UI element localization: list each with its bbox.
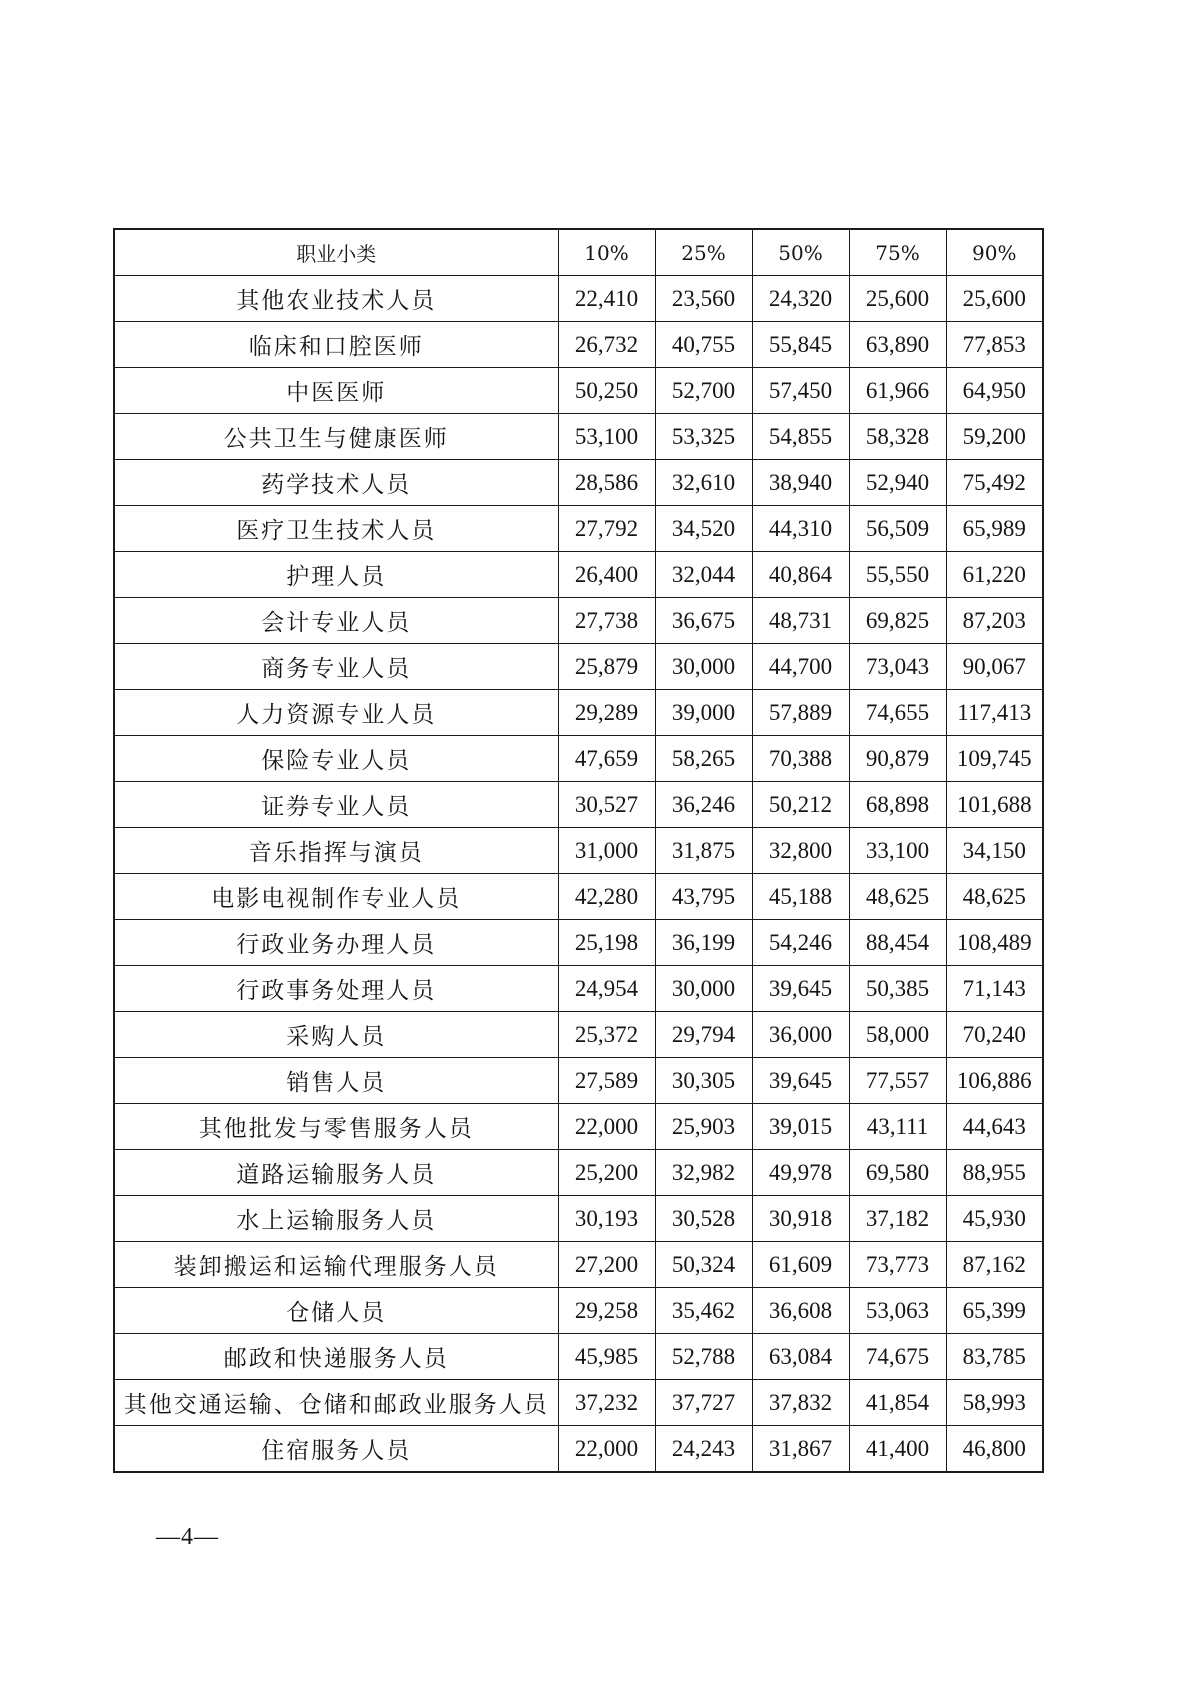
cell-p50: 37,832 (752, 1380, 849, 1426)
cell-p90: 45,930 (946, 1196, 1043, 1242)
cell-p50: 55,845 (752, 322, 849, 368)
cell-p50: 54,246 (752, 920, 849, 966)
cell-p90: 64,950 (946, 368, 1043, 414)
table-row (114, 1426, 1043, 1473)
table-row (114, 736, 1043, 782)
cell-p25: 29,794 (655, 1012, 752, 1058)
cell-p75: 58,000 (849, 1012, 946, 1058)
cell-occupation: 住宿服务人员 (114, 1426, 558, 1473)
cell-occupation: 音乐指挥与演员 (114, 828, 558, 874)
cell-p75: 43,111 (849, 1104, 946, 1150)
cell-p90: 117,413 (946, 690, 1043, 736)
cell-p50: 70,388 (752, 736, 849, 782)
table-row (114, 1058, 1043, 1104)
cell-p25: 36,246 (655, 782, 752, 828)
cell-p10: 25,198 (558, 920, 655, 966)
cell-occupation: 行政业务办理人员 (114, 920, 558, 966)
cell-p90: 65,989 (946, 506, 1043, 552)
cell-p10: 27,792 (558, 506, 655, 552)
cell-p50: 48,731 (752, 598, 849, 644)
table-row (114, 368, 1043, 414)
cell-p75: 41,854 (849, 1380, 946, 1426)
cell-p25: 30,528 (655, 1196, 752, 1242)
cell-p90: 65,399 (946, 1288, 1043, 1334)
cell-p90: 75,492 (946, 460, 1043, 506)
cell-p10: 27,738 (558, 598, 655, 644)
cell-p50: 57,889 (752, 690, 849, 736)
cell-p50: 50,212 (752, 782, 849, 828)
cell-p25: 36,199 (655, 920, 752, 966)
table-row (114, 1380, 1043, 1426)
table-row (114, 552, 1043, 598)
salary-percentile-table (113, 228, 1044, 1473)
cell-p10: 50,250 (558, 368, 655, 414)
cell-p90: 46,800 (946, 1426, 1043, 1473)
cell-p25: 32,610 (655, 460, 752, 506)
cell-p75: 63,890 (849, 322, 946, 368)
cell-p10: 24,954 (558, 966, 655, 1012)
cell-p90: 58,993 (946, 1380, 1043, 1426)
cell-p90: 70,240 (946, 1012, 1043, 1058)
cell-occupation: 采购人员 (114, 1012, 558, 1058)
cell-p10: 31,000 (558, 828, 655, 874)
header-p10: 10% (558, 229, 655, 276)
table-row (114, 460, 1043, 506)
cell-p10: 26,400 (558, 552, 655, 598)
cell-p75: 41,400 (849, 1426, 946, 1473)
table-row (114, 1334, 1043, 1380)
cell-occupation: 公共卫生与健康医师 (114, 414, 558, 460)
cell-p10: 30,527 (558, 782, 655, 828)
cell-p90: 101,688 (946, 782, 1043, 828)
cell-p25: 35,462 (655, 1288, 752, 1334)
cell-p90: 88,955 (946, 1150, 1043, 1196)
cell-p25: 31,875 (655, 828, 752, 874)
cell-p75: 73,773 (849, 1242, 946, 1288)
cell-p75: 48,625 (849, 874, 946, 920)
cell-p10: 30,193 (558, 1196, 655, 1242)
cell-p75: 74,655 (849, 690, 946, 736)
cell-p25: 52,788 (655, 1334, 752, 1380)
cell-p10: 22,000 (558, 1426, 655, 1473)
table-row (114, 874, 1043, 920)
header-p90: 90% (946, 229, 1043, 276)
cell-p10: 42,280 (558, 874, 655, 920)
cell-p90: 87,162 (946, 1242, 1043, 1288)
cell-p90: 108,489 (946, 920, 1043, 966)
cell-p10: 53,100 (558, 414, 655, 460)
cell-p90: 61,220 (946, 552, 1043, 598)
table-body (114, 276, 1043, 1473)
cell-p90: 106,886 (946, 1058, 1043, 1104)
cell-p50: 40,864 (752, 552, 849, 598)
cell-p10: 45,985 (558, 1334, 655, 1380)
cell-occupation: 其他交通运输、仓储和邮政业服务人员 (114, 1380, 558, 1426)
cell-p25: 50,324 (655, 1242, 752, 1288)
table-row (114, 1242, 1043, 1288)
cell-occupation: 其他批发与零售服务人员 (114, 1104, 558, 1150)
cell-p75: 56,509 (849, 506, 946, 552)
cell-p25: 23,560 (655, 276, 752, 322)
cell-occupation: 电影电视制作专业人员 (114, 874, 558, 920)
cell-p50: 63,084 (752, 1334, 849, 1380)
cell-p25: 53,325 (655, 414, 752, 460)
cell-p90: 83,785 (946, 1334, 1043, 1380)
cell-p10: 27,200 (558, 1242, 655, 1288)
cell-p10: 37,232 (558, 1380, 655, 1426)
cell-p10: 25,200 (558, 1150, 655, 1196)
cell-p10: 25,372 (558, 1012, 655, 1058)
cell-p50: 54,855 (752, 414, 849, 460)
cell-p50: 39,645 (752, 966, 849, 1012)
cell-p75: 68,898 (849, 782, 946, 828)
cell-p25: 52,700 (655, 368, 752, 414)
cell-p50: 38,940 (752, 460, 849, 506)
cell-occupation: 医疗卫生技术人员 (114, 506, 558, 552)
table-row (114, 1196, 1043, 1242)
cell-p90: 44,643 (946, 1104, 1043, 1150)
table-row (114, 506, 1043, 552)
cell-p25: 40,755 (655, 322, 752, 368)
cell-p25: 32,044 (655, 552, 752, 598)
cell-p75: 52,940 (849, 460, 946, 506)
cell-occupation: 人力资源专业人员 (114, 690, 558, 736)
cell-p90: 90,067 (946, 644, 1043, 690)
table-row (114, 1150, 1043, 1196)
cell-p25: 34,520 (655, 506, 752, 552)
cell-p25: 39,000 (655, 690, 752, 736)
cell-p75: 61,966 (849, 368, 946, 414)
cell-p75: 50,385 (849, 966, 946, 1012)
cell-p25: 24,243 (655, 1426, 752, 1473)
cell-occupation: 其他农业技术人员 (114, 276, 558, 322)
cell-p10: 27,589 (558, 1058, 655, 1104)
cell-p75: 69,580 (849, 1150, 946, 1196)
cell-p75: 37,182 (849, 1196, 946, 1242)
cell-p10: 22,410 (558, 276, 655, 322)
cell-p90: 34,150 (946, 828, 1043, 874)
cell-p50: 39,645 (752, 1058, 849, 1104)
cell-p75: 69,825 (849, 598, 946, 644)
cell-p75: 25,600 (849, 276, 946, 322)
cell-p50: 30,918 (752, 1196, 849, 1242)
cell-occupation: 药学技术人员 (114, 460, 558, 506)
cell-p25: 43,795 (655, 874, 752, 920)
cell-p75: 53,063 (849, 1288, 946, 1334)
cell-occupation: 中医医师 (114, 368, 558, 414)
cell-occupation: 临床和口腔医师 (114, 322, 558, 368)
cell-p75: 77,557 (849, 1058, 946, 1104)
cell-p10: 29,258 (558, 1288, 655, 1334)
cell-p25: 36,675 (655, 598, 752, 644)
cell-occupation: 道路运输服务人员 (114, 1150, 558, 1196)
cell-p25: 37,727 (655, 1380, 752, 1426)
cell-p25: 30,000 (655, 644, 752, 690)
cell-p90: 77,853 (946, 322, 1043, 368)
table-row (114, 1288, 1043, 1334)
cell-p50: 44,310 (752, 506, 849, 552)
table-row (114, 782, 1043, 828)
table-row (114, 276, 1043, 322)
cell-occupation: 邮政和快递服务人员 (114, 1334, 558, 1380)
cell-p25: 30,305 (655, 1058, 752, 1104)
cell-p10: 29,289 (558, 690, 655, 736)
cell-p50: 24,320 (752, 276, 849, 322)
table-header-row (114, 229, 1043, 276)
cell-p50: 44,700 (752, 644, 849, 690)
table-row (114, 414, 1043, 460)
cell-p50: 45,188 (752, 874, 849, 920)
cell-occupation: 行政事务处理人员 (114, 966, 558, 1012)
table-row (114, 828, 1043, 874)
cell-occupation: 保险专业人员 (114, 736, 558, 782)
cell-p50: 61,609 (752, 1242, 849, 1288)
cell-occupation: 装卸搬运和运输代理服务人员 (114, 1242, 558, 1288)
table-row (114, 1104, 1043, 1150)
cell-p50: 31,867 (752, 1426, 849, 1473)
cell-occupation: 护理人员 (114, 552, 558, 598)
cell-occupation: 销售人员 (114, 1058, 558, 1104)
cell-p90: 25,600 (946, 276, 1043, 322)
table-row (114, 322, 1043, 368)
cell-p75: 88,454 (849, 920, 946, 966)
cell-p50: 39,015 (752, 1104, 849, 1150)
header-p75: 75% (849, 229, 946, 276)
cell-p75: 58,328 (849, 414, 946, 460)
cell-p10: 22,000 (558, 1104, 655, 1150)
cell-p90: 71,143 (946, 966, 1043, 1012)
cell-p50: 36,608 (752, 1288, 849, 1334)
header-p25: 25% (655, 229, 752, 276)
page-number: —4— (156, 1524, 219, 1550)
cell-occupation: 水上运输服务人员 (114, 1196, 558, 1242)
cell-p90: 59,200 (946, 414, 1043, 460)
table-row (114, 598, 1043, 644)
cell-p50: 32,800 (752, 828, 849, 874)
cell-occupation: 商务专业人员 (114, 644, 558, 690)
header-p50: 50% (752, 229, 849, 276)
cell-p50: 57,450 (752, 368, 849, 414)
cell-occupation: 仓储人员 (114, 1288, 558, 1334)
cell-p75: 73,043 (849, 644, 946, 690)
table-row (114, 920, 1043, 966)
cell-p75: 74,675 (849, 1334, 946, 1380)
cell-p75: 55,550 (849, 552, 946, 598)
header-occupation: 职业小类 (114, 229, 558, 276)
table-row (114, 1012, 1043, 1058)
cell-p50: 36,000 (752, 1012, 849, 1058)
cell-p75: 90,879 (849, 736, 946, 782)
cell-occupation: 会计专业人员 (114, 598, 558, 644)
cell-p90: 48,625 (946, 874, 1043, 920)
cell-p25: 30,000 (655, 966, 752, 1012)
cell-p10: 28,586 (558, 460, 655, 506)
cell-p25: 25,903 (655, 1104, 752, 1150)
cell-p25: 58,265 (655, 736, 752, 782)
cell-p75: 33,100 (849, 828, 946, 874)
table-row (114, 966, 1043, 1012)
cell-p90: 109,745 (946, 736, 1043, 782)
cell-p10: 25,879 (558, 644, 655, 690)
cell-p10: 47,659 (558, 736, 655, 782)
table-row (114, 690, 1043, 736)
cell-p50: 49,978 (752, 1150, 849, 1196)
cell-p25: 32,982 (655, 1150, 752, 1196)
cell-p90: 87,203 (946, 598, 1043, 644)
cell-occupation: 证券专业人员 (114, 782, 558, 828)
table-row (114, 644, 1043, 690)
cell-p10: 26,732 (558, 322, 655, 368)
